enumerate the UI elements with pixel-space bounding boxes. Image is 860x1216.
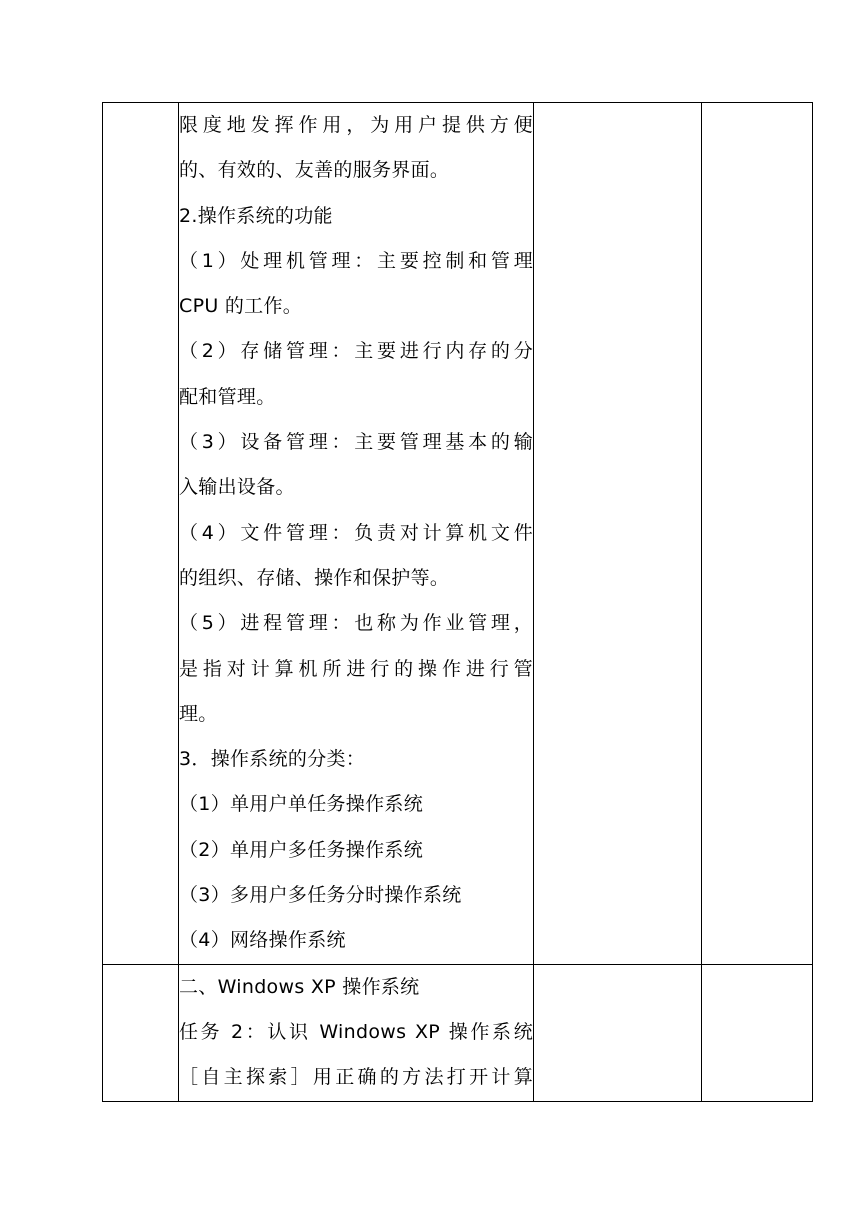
text-line: 限度地发挥作用，为用户提供方便 (179, 114, 533, 136)
text-line: 二、Windows XP 操作系统 (179, 975, 420, 998)
text-line: 配和管理。 (179, 385, 276, 408)
text-line: 的、有效的、友善的服务界面。 (179, 159, 450, 182)
text-line: （2）存储管理：主要进行内存的分 (179, 340, 533, 363)
text-line: 2.操作系统的功能 (179, 204, 333, 227)
text-line: 入输出设备。 (179, 476, 295, 499)
text-line: （3）多用户多任务分时操作系统 (179, 884, 462, 907)
text-line: （2）单用户多任务操作系统 (179, 838, 423, 861)
blank-cell (534, 103, 702, 965)
text-line: 任务 2：认识 Windows XP 操作系统 (179, 1020, 533, 1043)
text-line: 的组织、存储、操作和保护等。 (179, 566, 450, 589)
text-line: 理。 (179, 702, 218, 725)
blank-cell (702, 103, 813, 965)
content-cell (179, 103, 534, 965)
text-line: （1）处理机管理：主要控制和管理 (179, 249, 533, 272)
table-row (103, 964, 813, 1101)
table-row (103, 103, 813, 965)
left-cell (103, 964, 179, 1101)
lesson-plan-table (102, 102, 813, 1102)
text-line: （4）网络操作系统 (179, 929, 346, 952)
text-line: （1）单用户单任务操作系统 (179, 793, 423, 816)
text-line: 3．操作系统的分类： (179, 748, 366, 771)
text-line: ［自主探索］用正确的方法打开计算 (179, 1066, 533, 1089)
text-line: （3）设备管理：主要管理基本的输 (179, 431, 533, 454)
content-cell (179, 964, 534, 1101)
text-line: CPU 的工作。 (179, 295, 303, 318)
left-cell (103, 103, 179, 965)
text-line: （5）进程管理：也称为作业管理， (179, 612, 533, 635)
blank-cell (534, 964, 702, 1101)
blank-cell (702, 964, 813, 1101)
text-line: 是指对计算机所进行的操作进行管 (179, 657, 533, 680)
text-line: （4）文件管理：负责对计算机文件 (179, 521, 533, 544)
